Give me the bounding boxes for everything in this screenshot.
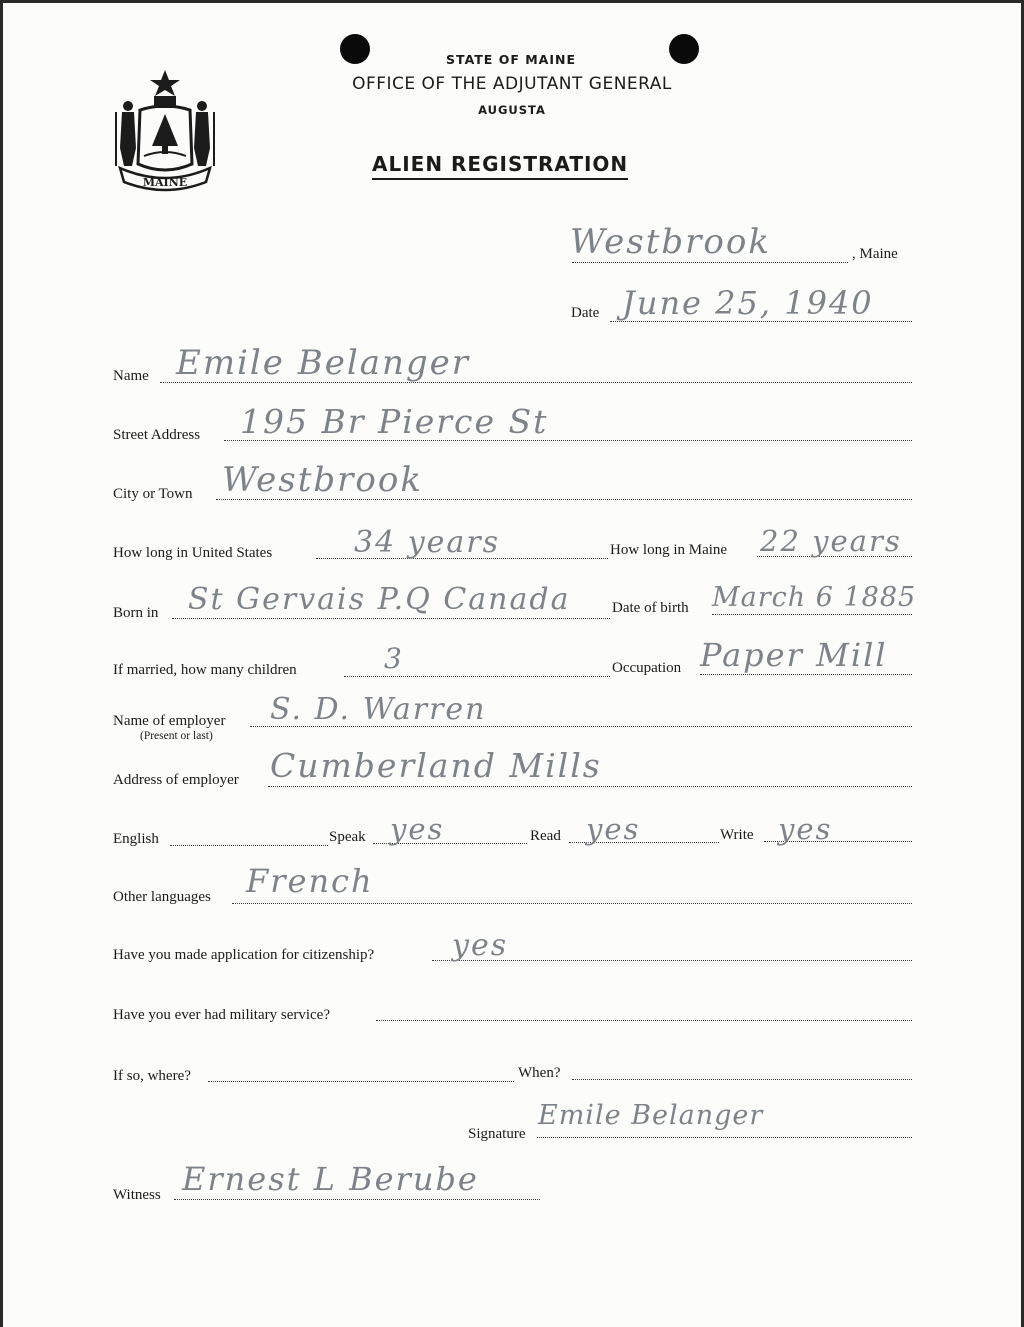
- city-label: City or Town: [113, 486, 193, 502]
- where-line: [208, 1081, 514, 1082]
- date-of-birth-line: [712, 614, 912, 615]
- street-value[interactable]: 195 Br Pierce St: [240, 402, 549, 441]
- write-label: Write: [720, 827, 754, 843]
- employer-name-value[interactable]: S. D. Warren: [270, 692, 487, 727]
- children-line: [344, 676, 610, 677]
- svg-text:MAINE: MAINE: [142, 176, 188, 189]
- citizenship-value[interactable]: yes: [452, 928, 509, 963]
- born-in-line: [172, 618, 610, 619]
- speak-value[interactable]: yes: [390, 812, 445, 846]
- where-label: If so, where?: [113, 1068, 191, 1084]
- how-long-us-label: How long in United States: [113, 545, 273, 561]
- other-languages-line: [232, 903, 912, 904]
- header-city: AUGUSTA: [478, 103, 546, 117]
- children-label: If married, how many children: [113, 662, 297, 678]
- scan-border-top: [0, 0, 1024, 3]
- born-in-label: Born in: [113, 605, 159, 621]
- employer-address-label: Address of employer: [113, 772, 239, 788]
- citizenship-label: Have you made application for citizenship?: [113, 947, 375, 963]
- employer-address-value[interactable]: Cumberland Mills: [270, 746, 602, 785]
- write-value[interactable]: yes: [778, 812, 833, 846]
- employer-address-line: [268, 786, 912, 787]
- military-line: [376, 1020, 912, 1021]
- name-label: Name: [113, 368, 149, 384]
- read-label: Read: [530, 828, 561, 844]
- read-value[interactable]: yes: [586, 812, 641, 846]
- witness-value[interactable]: Ernest L Berube: [182, 1160, 479, 1198]
- occupation-line: [700, 674, 912, 675]
- speak-label: Speak: [329, 829, 366, 845]
- form-title: ALIEN REGISTRATION: [372, 152, 628, 180]
- how-long-maine-value[interactable]: 22 years: [760, 524, 902, 558]
- town-value[interactable]: Westbrook: [570, 222, 771, 262]
- english-line: [170, 845, 328, 846]
- date-of-birth-label: Date of birth: [612, 600, 689, 616]
- when-label: When?: [518, 1065, 561, 1081]
- town-line: [572, 262, 848, 263]
- other-languages-label: Other languages: [113, 889, 211, 905]
- how-long-us-value[interactable]: 34 years: [354, 525, 501, 560]
- date-of-birth-value[interactable]: March 6 1885: [712, 582, 917, 613]
- born-in-value[interactable]: St Gervais P.Q Canada: [188, 582, 571, 617]
- street-label: Street Address: [113, 427, 201, 443]
- english-label: English: [113, 831, 159, 847]
- name-value[interactable]: Emile Belanger: [176, 343, 471, 383]
- occupation-label: Occupation: [612, 660, 682, 676]
- witness-label: Witness: [113, 1187, 161, 1203]
- employer-note: (Present or last): [140, 730, 213, 742]
- how-long-maine-label: How long in Maine: [610, 542, 728, 558]
- city-value[interactable]: Westbrook: [222, 460, 423, 500]
- header-office: OFFICE OF THE ADJUTANT GENERAL: [352, 74, 672, 94]
- employer-name-label: Name of employer: [113, 713, 226, 729]
- when-line: [572, 1079, 912, 1080]
- occupation-value[interactable]: Paper Mill: [700, 636, 888, 674]
- military-label: Have you ever had military service?: [113, 1007, 330, 1023]
- signature-value[interactable]: Emile Belanger: [538, 1100, 764, 1131]
- signature-line: [537, 1137, 912, 1138]
- maine-label: , Maine: [852, 246, 898, 262]
- date-label: Date: [571, 305, 600, 321]
- other-languages-value[interactable]: French: [246, 862, 374, 900]
- date-value[interactable]: June 25, 1940: [622, 284, 874, 322]
- header-state: STATE OF MAINE: [446, 52, 576, 67]
- scan-border-left: [0, 0, 3, 1327]
- witness-line: [174, 1199, 540, 1200]
- signature-label: Signature: [468, 1126, 526, 1142]
- children-value[interactable]: 3: [384, 642, 404, 675]
